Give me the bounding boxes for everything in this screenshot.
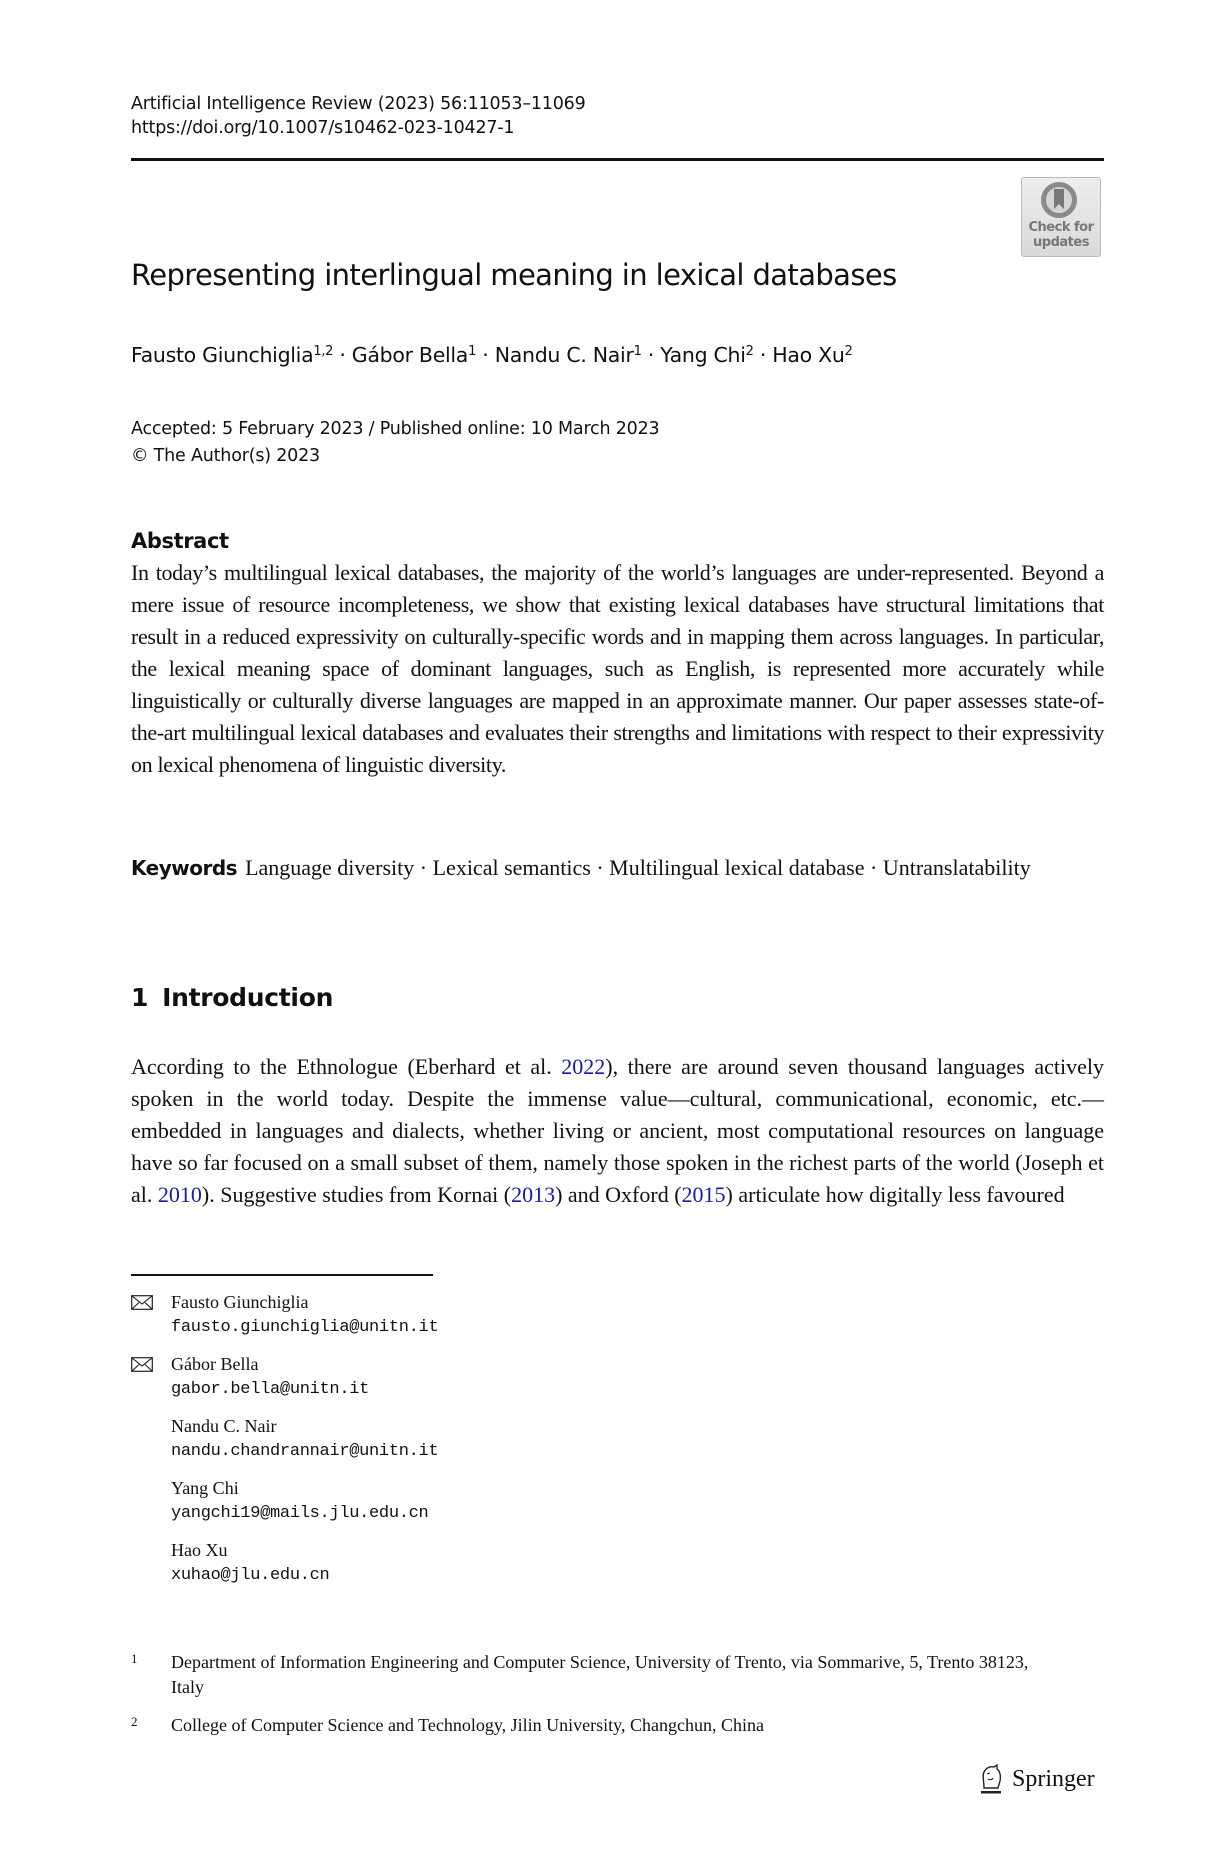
doi-link[interactable]: https://doi.org/10.1007/s10462-023-10427-1 — [131, 118, 515, 138]
author-separator: · — [476, 343, 495, 367]
text-run: According to the Ethnologue (Eberhard et al. — [131, 1054, 562, 1079]
keywords-label: Keywords — [131, 856, 238, 880]
author-name: Fausto Giunchiglia — [131, 343, 314, 367]
contact-email[interactable]: xuhao@jlu.edu.cn — [171, 1566, 330, 1585]
journal-citation: Artificial Intelligence Review (2023) 56:11053–11069 — [131, 94, 586, 114]
footnote-rule — [131, 1274, 433, 1276]
publication-dates — [131, 416, 659, 470]
badge-line-1: Check for — [1028, 220, 1094, 235]
contact-name: Gábor Bella — [171, 1354, 259, 1374]
journal-header — [131, 92, 586, 140]
contact-name: Fausto Giunchiglia — [171, 1292, 309, 1312]
author-separator: · — [333, 343, 352, 367]
section-number: 1 — [131, 983, 149, 1012]
contact-name: Nandu C. Nair — [171, 1416, 277, 1436]
copyright-notice: © The Author(s) 2023 — [131, 446, 320, 466]
affiliation — [131, 1650, 1031, 1700]
introduction-paragraph — [131, 1051, 1104, 1211]
text-run: ) articulate how digitally less favoured — [725, 1182, 1065, 1207]
affiliation-number: 2 — [131, 1714, 138, 1729]
author-name: Gábor Bella — [351, 343, 469, 367]
author-name: Yang Chi — [660, 343, 746, 367]
contact-email[interactable]: nandu.chandrannair@unitn.it — [171, 1442, 439, 1461]
affiliation-text: College of Computer Science and Technology, Jilin University, Changchun, China — [171, 1715, 764, 1735]
contact-name: Hao Xu — [171, 1540, 228, 1560]
envelope-icon — [131, 1295, 153, 1310]
author-affiliation-marker: 2 — [745, 344, 754, 359]
author-contact — [131, 1476, 731, 1526]
author-separator: · — [641, 343, 661, 367]
contact-email[interactable]: yangchi19@mails.jlu.edu.cn — [171, 1504, 429, 1523]
affiliation-number: 1 — [131, 1651, 138, 1666]
check-for-updates-badge[interactable] — [1021, 177, 1101, 257]
affiliation — [131, 1713, 1031, 1738]
author-separator: · — [753, 343, 773, 367]
author-affiliation-marker: 1 — [468, 344, 477, 359]
affiliations — [131, 1650, 1031, 1751]
text-run: ). Suggestive studies from Kornai ( — [201, 1182, 512, 1207]
header-rule — [131, 158, 1104, 161]
author-affiliation-marker: 2 — [844, 344, 853, 359]
keywords-list: Language diversity · Lexical semantics · Multilingual lexical database · Untranslatability — [245, 855, 1031, 880]
citation-link[interactable]: 2022 — [561, 1054, 606, 1079]
author-contacts — [131, 1290, 731, 1600]
publisher-name: Springer — [1012, 1766, 1095, 1792]
abstract-text: In today’s multilingual lexical databases, the majority of the world’s languages are under-represented. Beyond a mere issue of resource incompleteness, we show that existing lexical databases have structural limitations that result in a reduced expressivity on culturally-specific words and in mapping them across languages. In particular, the lexical meaning space of dominant languages, such as English, is represented more accurately while linguistically or culturally diverse languages are mapped in an approximate manner. Our paper assesses state-of-the-art multilingual lexical databases and evaluates their strengths and limitations with respect to their expressivity on lexical phenomena of linguistic diversity. — [131, 560, 1104, 777]
contact-email[interactable]: gabor.bella@unitn.it — [171, 1380, 370, 1399]
affiliation-text: Department of Information Engineering and Computer Science, University of Trento, via Sommarive, 5, Trento 38123, Italy — [171, 1652, 1029, 1697]
author-name: Nandu C. Nair — [494, 343, 634, 367]
contact-name: Yang Chi — [171, 1478, 239, 1498]
author-contact — [131, 1538, 731, 1588]
contact-email[interactable]: fausto.giunchiglia@unitn.it — [171, 1318, 439, 1337]
author-name: Hao Xu — [772, 343, 845, 367]
crossmark-icon — [1041, 182, 1077, 218]
badge-line-2: updates — [1033, 235, 1089, 250]
paper-title: Representing interlingual meaning in lexical databases — [131, 258, 897, 292]
section-title: Introduction — [162, 983, 334, 1012]
author-list — [131, 340, 853, 370]
abstract-heading: Abstract — [131, 529, 229, 553]
text-run: ), there are around seven thousand languages actively spoken in the world today. Despite the immense value—cultural, communicational, economic, etc.—embedded in languages and dialects, whether living or ancient, most computational resources on language have so far focused on a small subset of them, namely those spoken in the richest parts of the world (Joseph et al. — [131, 1054, 1104, 1207]
author-contact — [131, 1290, 731, 1340]
author-affiliation-marker: 1,2 — [313, 344, 334, 359]
text-run: ) and Oxford ( — [555, 1182, 682, 1207]
envelope-icon — [131, 1357, 153, 1372]
citation-link[interactable]: 2010 — [157, 1182, 202, 1207]
accepted-published-dates: Accepted: 5 February 2023 / Published online: 10 March 2023 — [131, 419, 660, 439]
keywords — [131, 852, 1104, 884]
author-affiliation-marker: 1 — [633, 344, 642, 359]
author-contact — [131, 1414, 731, 1464]
citation-link[interactable]: 2013 — [511, 1182, 556, 1207]
author-contact — [131, 1352, 731, 1402]
section-heading — [131, 982, 333, 1014]
springer-knight-icon — [978, 1762, 1004, 1796]
citation-link[interactable]: 2015 — [681, 1182, 726, 1207]
